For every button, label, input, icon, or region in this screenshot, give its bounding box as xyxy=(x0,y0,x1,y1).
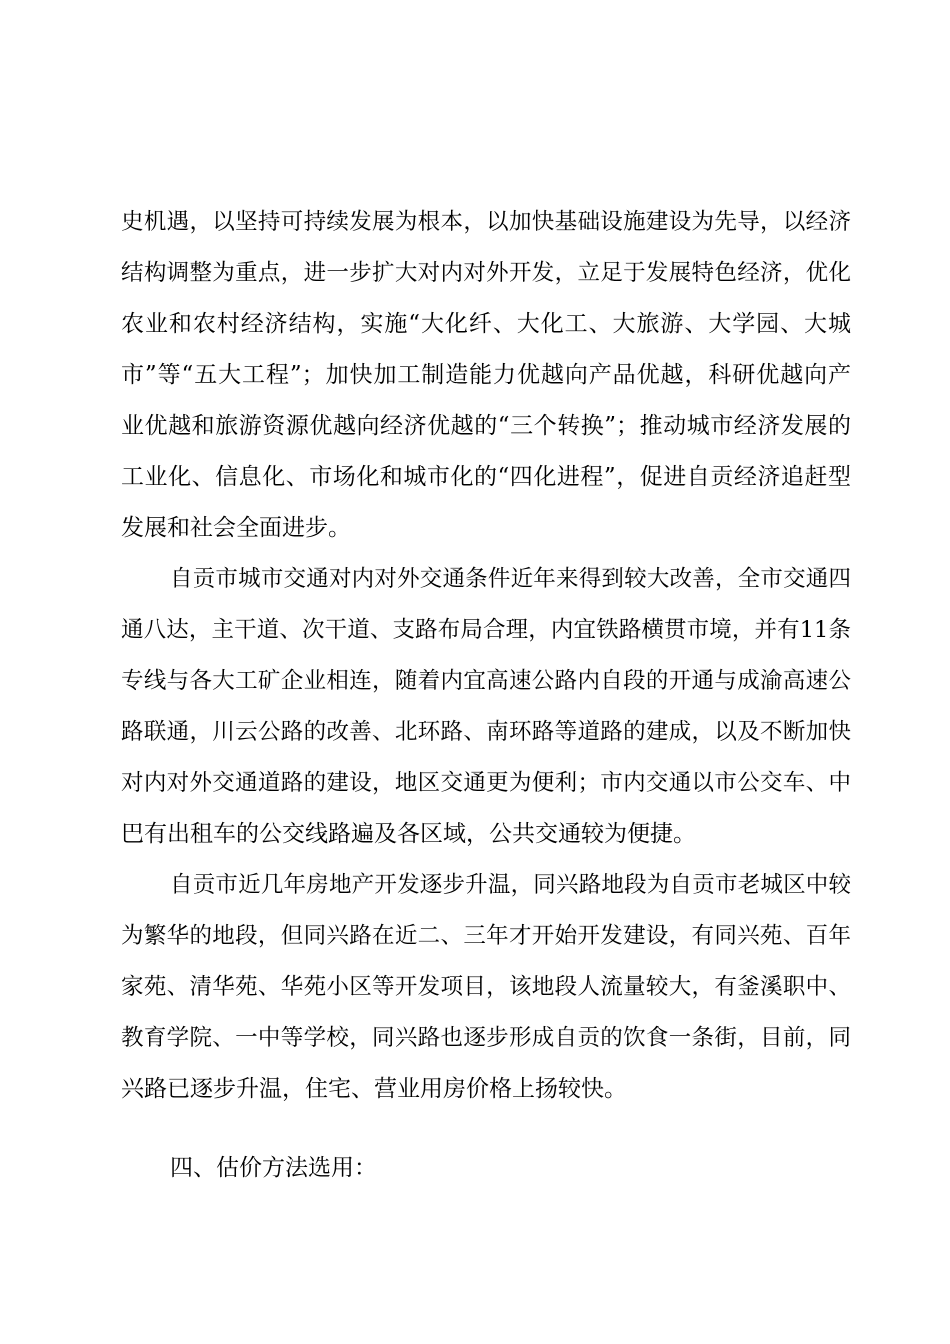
paragraph-1-line-5: 业优越和旅游资源优越向经济优越的“三个转换”；推动城市经济发展的 xyxy=(121,413,851,439)
paragraph-2-line-1: 自贡市城市交通对内对外交通条件近年来得到较大改善，全市交通四 xyxy=(170,566,851,592)
paragraph-1-line-6: 工业化、信息化、市场化和城市化的“四化进程”，促进自贡经济追赶型 xyxy=(121,464,851,490)
paragraph-2-line-6: 巴有出租车的公交线路遍及各区域，公共交通较为便捷。 xyxy=(121,821,696,847)
paragraph-1-line-7: 发展和社会全面进步。 xyxy=(121,515,351,541)
paragraph-3-line-1: 自贡市近几年房地产开发逐步升温，同兴路地段为自贡市老城区中较 xyxy=(170,872,851,898)
paragraph-3-line-2: 为繁华的地段，但同兴路在近二、三年才开始开发建设，有同兴苑、百年 xyxy=(121,923,851,949)
paragraph-3-line-5: 兴路已逐步升温，住宅、营业用房价格上扬较快。 xyxy=(121,1076,627,1102)
paragraph-2-line-5: 对内对外交通道路的建设，地区交通更为便利；市内交通以市公交车、中 xyxy=(121,770,851,796)
paragraph-1-line-2: 结构调整为重点，进一步扩大对内对外开发，立足于发展特色经济，优化 xyxy=(121,260,851,286)
paragraph-3-line-4: 教育学院、一中等学校，同兴路也逐步形成自贡的饮食一条街，目前，同 xyxy=(121,1025,851,1051)
paragraph-3-line-3: 家苑、清华苑、华苑小区等开发项目，该地段人流量较大，有釜溪职中、 xyxy=(121,974,851,1000)
paragraph-2-line-4: 路联通，川云公路的改善、北环路、南环路等道路的建成，以及不断加快 xyxy=(121,719,851,745)
paragraph-1-line-4: 市”等“五大工程”；加快加工制造能力优越向产品优越，科研优越向产 xyxy=(121,362,851,388)
paragraph-1-line-3: 农业和农村经济结构，实施“大化纤、大化工、大旅游、大学园、大城 xyxy=(121,311,851,337)
section-heading: 四、估价方法选用： xyxy=(170,1155,377,1181)
paragraph-2-line-2: 通八达，主干道、次干道、支路布局合理，内宜铁路横贯市境，并有11条 xyxy=(121,617,851,643)
paragraph-2-line-3: 专线与各大工矿企业相连，随着内宜高速公路内自段的开通与成渝高速公 xyxy=(121,668,851,694)
paragraph-1-line-1: 史机遇，以坚持可持续发展为根本，以加快基础设施建设为先导，以经济 xyxy=(121,209,851,235)
